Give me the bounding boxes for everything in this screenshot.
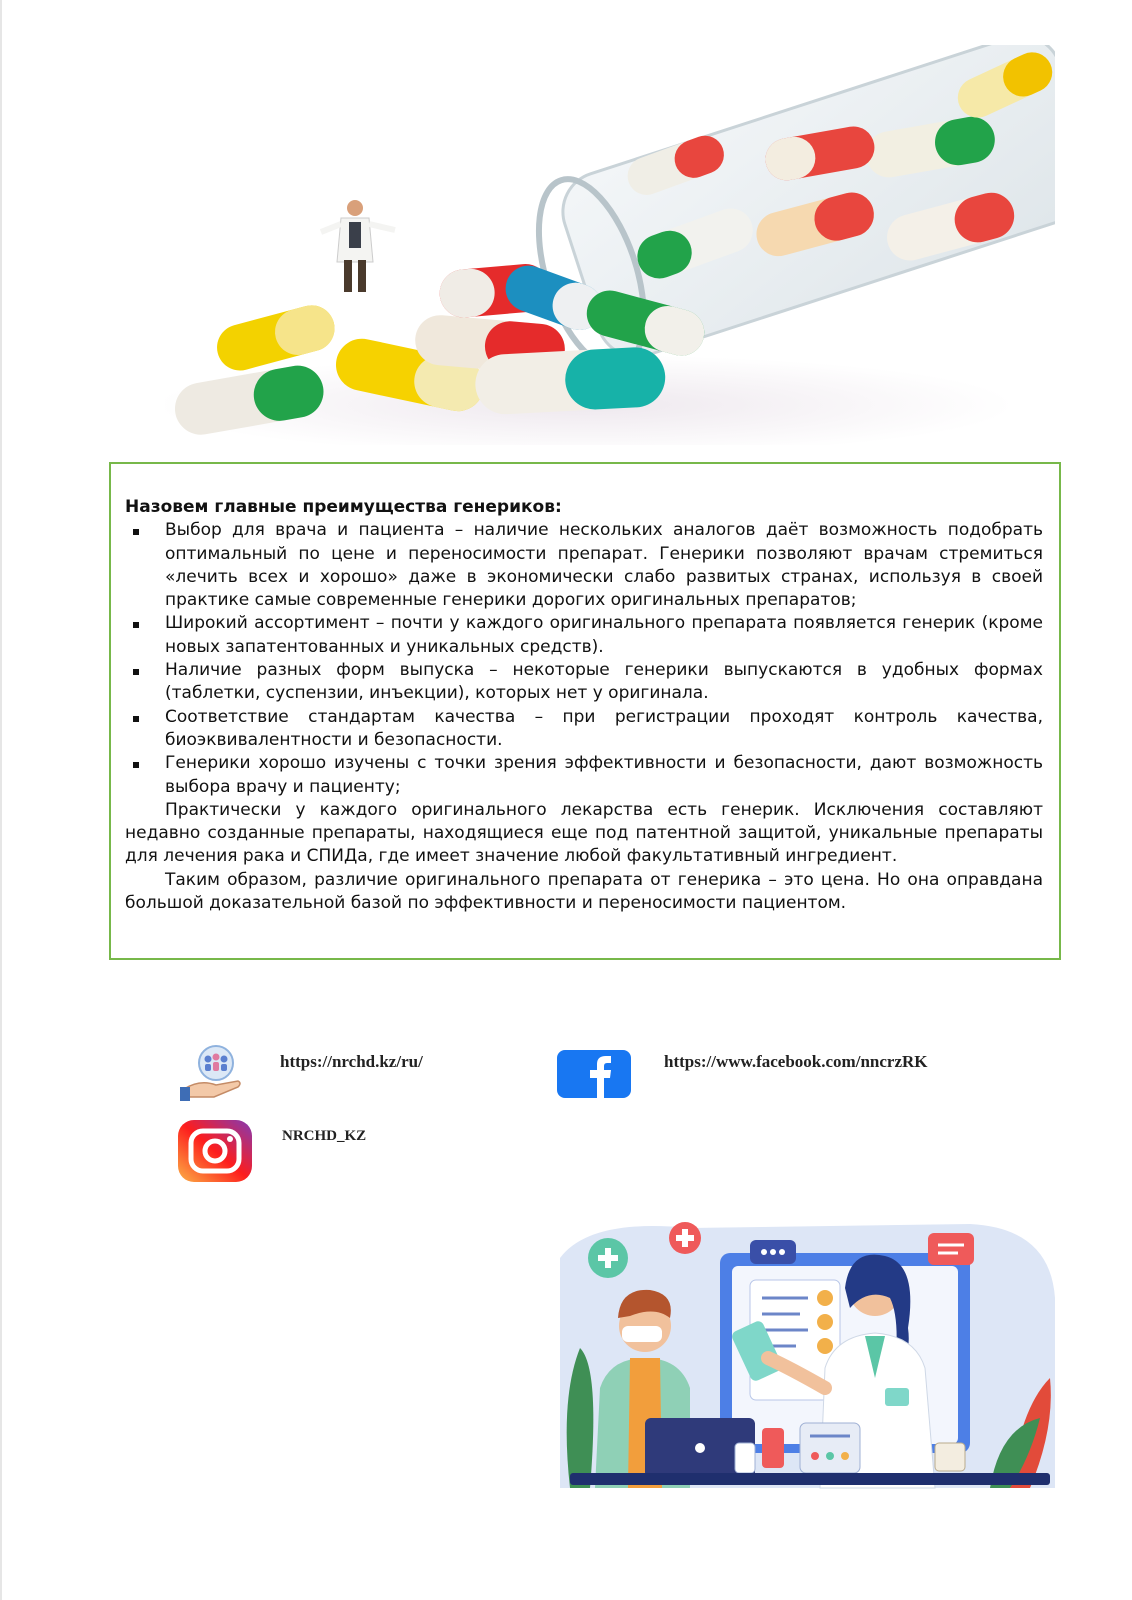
facebook-link[interactable]: https://www.facebook.com/nncrzRK: [664, 1052, 928, 1071]
list-item-text: Соответствие стандартам качества – при регистрации проходят контроль качества, биоэквивалентности и безопасности.: [165, 706, 1043, 750]
list-item: [125, 659, 1043, 706]
bullet-icon: [133, 669, 139, 675]
paragraph: Практически у каждого оригинального лекарства есть генерик. Исключения составляют недавно созданные препараты, находящиеся еще под патентной защитой, уникальные препараты для лечения рака и СПИДа, где имеет значение любой факультативный ингредиент.: [125, 799, 1043, 867]
section-heading: Назовем главные преимущества генериков:: [125, 497, 562, 517]
list-item-text: Наличие разных форм выпуска – некоторые генерики выпускаются в удобных формах (таблетки, суспензии, инъекции), которых нет у оригинала.: [165, 660, 1043, 704]
facebook-icon-wrap[interactable]: [557, 1050, 631, 1098]
list-item-text: Широкий ассортимент – почти у каждого оригинального препарата появляется генерик (кроме новых запатентованных и уникальных средств).: [165, 613, 1043, 657]
bullet-icon: [133, 529, 139, 535]
facebook-icon: [557, 1050, 631, 1098]
list-item: [125, 752, 1043, 799]
pharmacist-illustration: [550, 1218, 1065, 1508]
paragraph: Таким образом, различие оригинального препарата от генерика – это цена. Но она оправдана большой доказательной базой по эффективности и переносимости пациентом.: [125, 869, 1043, 914]
instagram-icon-wrap[interactable]: [178, 1120, 252, 1182]
list-item: [125, 706, 1043, 753]
advantages-list: [125, 519, 1043, 799]
website-hand-people-icon: [180, 1045, 244, 1101]
list-item-text: Выбор для врача и пациента – наличие нескольких аналогов даёт возможность подобрать оптимальный по цене и переносимости препарат. Генерики позволяют врачам стремиться «лечить всех и хорошо» даже в экономически слабо развитых странах, используя в своей практике самые современные генерики дорогих оригинальных препаратов;: [165, 520, 1043, 611]
hero-pills-image: [165, 45, 1055, 445]
instagram-icon: [178, 1120, 252, 1182]
advantages-text-box: [109, 462, 1061, 960]
bullet-icon: [133, 622, 139, 628]
page-edge: [0, 0, 2, 1600]
instagram-handle[interactable]: NRCHD_KZ: [282, 1128, 367, 1144]
website-link[interactable]: https://nrchd.kz/ru/: [280, 1052, 423, 1071]
website-icon-wrap[interactable]: [180, 1045, 244, 1101]
bullet-icon: [133, 762, 139, 768]
list-item: [125, 519, 1043, 612]
bullet-icon: [133, 716, 139, 722]
list-item: [125, 612, 1043, 659]
list-item-text: Генерики хорошо изучены с точки зрения эффективности и безопасности, дают возможность выбора врачу и пациенту;: [165, 753, 1043, 797]
